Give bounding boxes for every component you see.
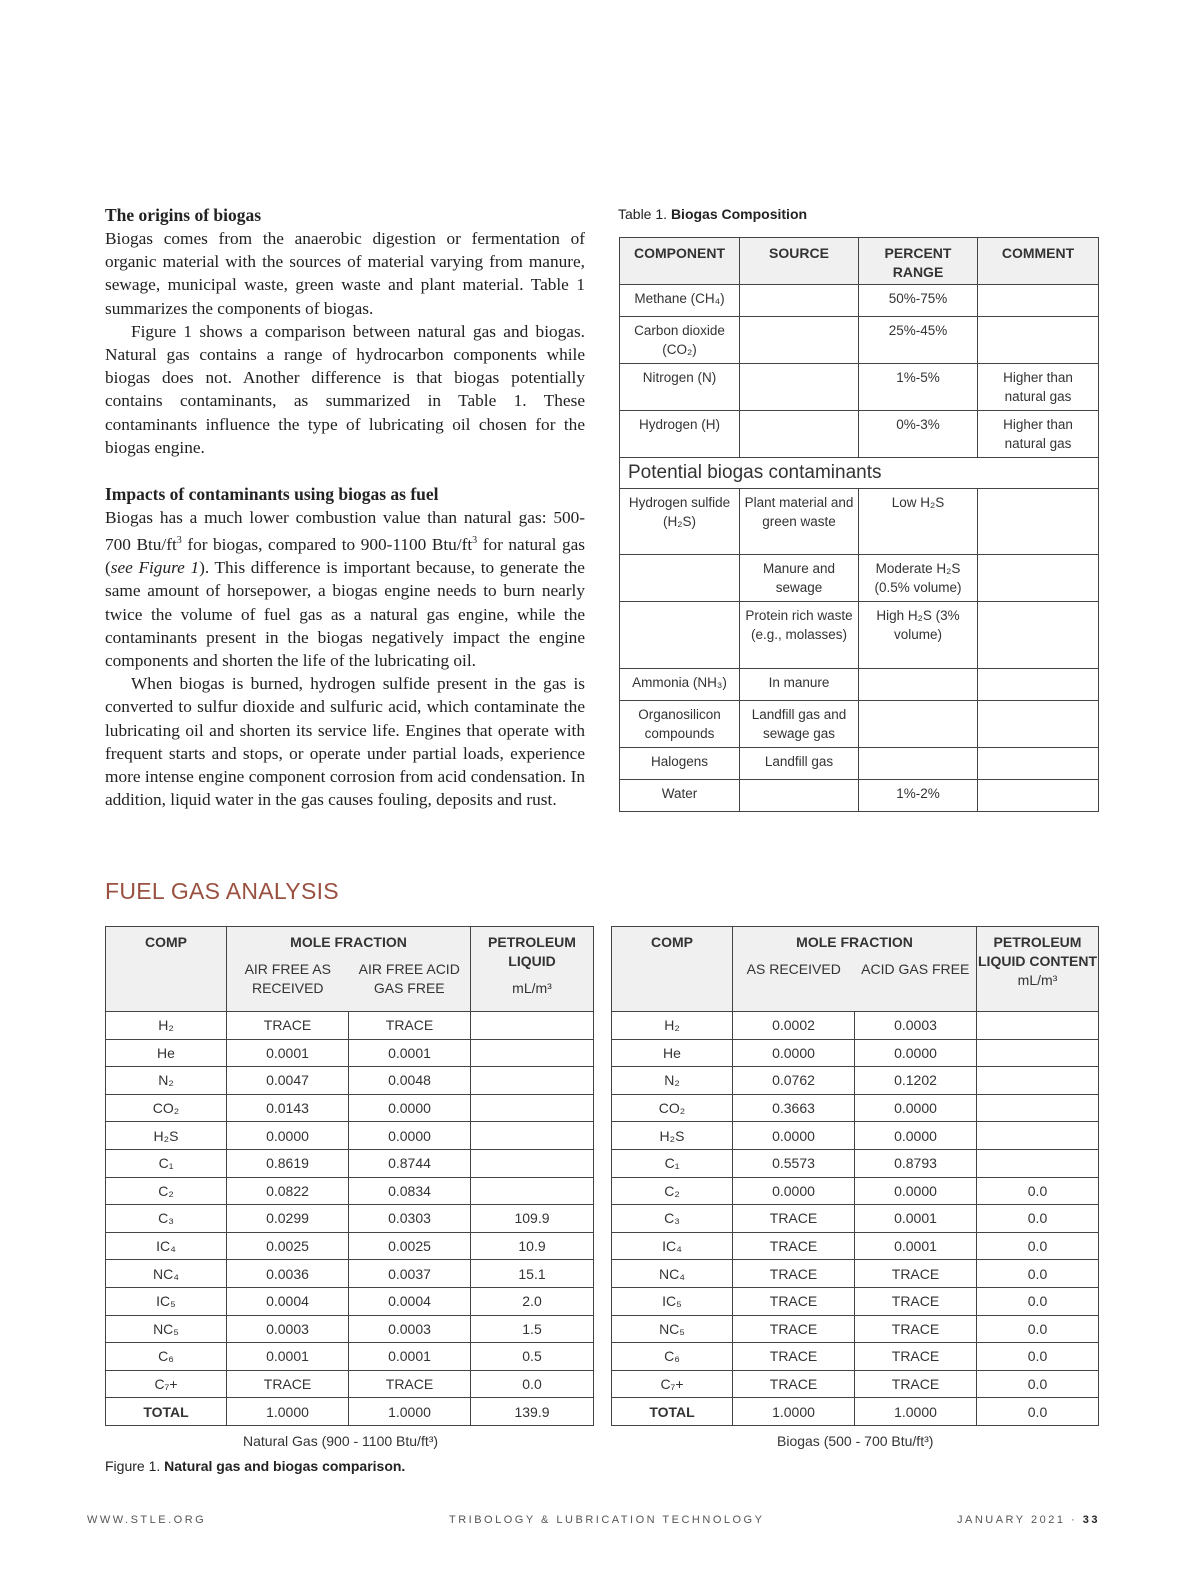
- table-cell: TRACE: [733, 1343, 855, 1371]
- table-cell: TRACE: [855, 1260, 977, 1288]
- table-cell: 0.0047: [227, 1067, 349, 1095]
- table-row: [106, 1260, 594, 1288]
- table-cell: TRACE: [855, 1315, 977, 1343]
- table-cell: 0.0001: [227, 1343, 349, 1371]
- table-row: [620, 411, 1099, 458]
- table-cell: 0.0048: [349, 1067, 471, 1095]
- table-caption: Table 1. Biogas Composition: [618, 206, 808, 222]
- table-cell: 0.0000: [855, 1122, 977, 1150]
- table-cell: [978, 317, 1099, 364]
- table-row: [106, 1149, 594, 1177]
- table-cell: 0.0000: [349, 1094, 471, 1122]
- natural-gas-table: [105, 926, 594, 1426]
- table-cell: High H₂S (3% volume): [859, 602, 978, 669]
- table-cell: [471, 1067, 594, 1095]
- table-cell: TRACE: [349, 1370, 471, 1398]
- table-cell: 0.0001: [855, 1205, 977, 1233]
- table-cell: 0.5: [471, 1343, 594, 1371]
- table-cell: 0.0001: [855, 1232, 977, 1260]
- table-row: [612, 1012, 1099, 1040]
- table-cell: He: [612, 1039, 733, 1067]
- table-cell: 1.5: [471, 1315, 594, 1343]
- table-cell: 0.0003: [349, 1315, 471, 1343]
- table-cell: 0.0303: [349, 1205, 471, 1233]
- table-row: [612, 1149, 1099, 1177]
- column-header: PERCENT RANGE: [859, 238, 978, 285]
- table-row: [612, 1370, 1099, 1398]
- table-cell: [740, 364, 859, 411]
- paragraph: Biogas has a much lower combustion value than natural gas: 500-700 Btu/$ft^3$ for biogas, compared to 900-1100 Btu/$ft^3$ for natural gas (see Figure 1). This difference is important because, to generate the same amount of horsepower, a biogas engine needs to burn nearly twice the volume of fuel gas as a natural gas engine, while the contaminants present in the biogas negatively impact the engine components and shorten the life of the lubricating oil.: [105, 508, 585, 671]
- footer-publication: TRIBOLOGY & LUBRICATION TECHNOLOGY: [449, 1514, 765, 1526]
- table-row: [106, 1122, 594, 1150]
- table-cell: 10.9: [471, 1232, 594, 1260]
- column-header: MOLE FRACTION AS RECEIVED ACID GAS FREE: [733, 927, 977, 1012]
- biogas-caption: Biogas (500 - 700 Btu/ft³): [777, 1433, 934, 1449]
- table-cell: TRACE: [733, 1287, 855, 1315]
- table-cell: Carbon dioxide (CO₂): [620, 317, 740, 364]
- table-cell: [620, 555, 740, 602]
- table-cell: 0.0000: [733, 1177, 855, 1205]
- table-cell: C₁: [612, 1149, 733, 1177]
- table-cell: IC₅: [106, 1287, 227, 1315]
- table-cell: [977, 1149, 1099, 1177]
- table-cell: C₃: [106, 1205, 227, 1233]
- table-cell: NC₄: [612, 1260, 733, 1288]
- table-cell: 1%-5%: [859, 364, 978, 411]
- table-cell: [978, 285, 1099, 317]
- table-cell: 0.0001: [349, 1039, 471, 1067]
- table-cell: Hydrogen (H): [620, 411, 740, 458]
- column-header: COMMENT: [978, 238, 1099, 285]
- table-cell: [471, 1177, 594, 1205]
- table-cell: TRACE: [733, 1260, 855, 1288]
- table-cell: Moderate H₂S (0.5% volume): [859, 555, 978, 602]
- table-cell: TRACE: [349, 1012, 471, 1040]
- table-cell: Halogens: [620, 748, 740, 780]
- table-row: [620, 364, 1099, 411]
- paragraph: When biogas is burned, hydrogen sulfide present in the gas is converted to sulfur dioxide and sulfuric acid, which contaminate the lubricating oil and shorten its service life. Engines that operate with frequent starts and stops, or operate under partial loads, experience more intense engine component corrosion from acid condensation. In addition, liquid water in the gas causes fouling, deposits and rust.: [105, 674, 585, 810]
- table-cell: [859, 669, 978, 701]
- table-cell: 0.0003: [855, 1012, 977, 1040]
- table-row: [620, 317, 1099, 364]
- table-cell: 25%-45%: [859, 317, 978, 364]
- table-cell: 0.0025: [349, 1232, 471, 1260]
- table-cell: 0.0000: [855, 1094, 977, 1122]
- table-cell: [471, 1039, 594, 1067]
- table-cell: Organosilicon compounds: [620, 701, 740, 748]
- table-cell: [471, 1149, 594, 1177]
- column-header: COMP: [106, 927, 227, 1012]
- table-cell: In manure: [740, 669, 859, 701]
- table-cell: C₆: [106, 1343, 227, 1371]
- table-cell: Plant material and green waste: [740, 489, 859, 555]
- table-cell: H₂S: [612, 1122, 733, 1150]
- table-cell: 0.0: [977, 1177, 1099, 1205]
- table-cell: 0.0: [471, 1370, 594, 1398]
- table-row: [106, 1039, 594, 1067]
- table-cell: C₆: [612, 1343, 733, 1371]
- column-header: SOURCE: [740, 238, 859, 285]
- table-cell: [978, 602, 1099, 669]
- table-cell: 0.0: [977, 1398, 1099, 1426]
- table-cell: 0.0299: [227, 1205, 349, 1233]
- table-cell: 0.0: [977, 1260, 1099, 1288]
- table-row: [612, 1122, 1099, 1150]
- table-cell: TRACE: [733, 1205, 855, 1233]
- table-row: [612, 1232, 1099, 1260]
- table-cell: [859, 748, 978, 780]
- table-cell: 0.1202: [855, 1067, 977, 1095]
- table-cell: 1.0000: [733, 1398, 855, 1426]
- table-cell: 0.0037: [349, 1260, 471, 1288]
- table-cell: 2.0: [471, 1287, 594, 1315]
- table-row: [106, 1094, 594, 1122]
- table-cell: [740, 780, 859, 812]
- table-row: [620, 780, 1099, 812]
- paragraph: Biogas comes from the anaerobic digestion or fermentation of organic material with the sources of material varying from manure, sewage, municipal waste, green waste and plant material. Table 1 summarizes the components of biogas.: [105, 229, 585, 318]
- table-cell: 0.0025: [227, 1232, 349, 1260]
- column-header: PETROLEUM LIQUID CONTENT mL/m³: [977, 927, 1099, 1012]
- table-row: [106, 1205, 594, 1233]
- table-cell: TRACE: [855, 1343, 977, 1371]
- table-cell: H₂: [612, 1012, 733, 1040]
- table-cell: NC₄: [106, 1260, 227, 1288]
- table-cell: Manure and sewage: [740, 555, 859, 602]
- table-row: [620, 748, 1099, 780]
- table-cell: IC₄: [612, 1232, 733, 1260]
- table-cell: 0.0: [977, 1232, 1099, 1260]
- table-cell: N₂: [106, 1067, 227, 1095]
- table-row: [612, 1067, 1099, 1095]
- table-cell: 15.1: [471, 1260, 594, 1288]
- table-cell: Ammonia (NH₃): [620, 669, 740, 701]
- table-cell: [740, 285, 859, 317]
- table-row: [612, 1094, 1099, 1122]
- table-cell: IC₅: [612, 1287, 733, 1315]
- table-cell: Methane (CH₄): [620, 285, 740, 317]
- table-row: [106, 1067, 594, 1095]
- biogas-table: [611, 926, 1099, 1426]
- section-heading-origins: The origins of biogas: [105, 205, 262, 225]
- table-row: [612, 1177, 1099, 1205]
- table-cell: H₂: [106, 1012, 227, 1040]
- table-row: [620, 285, 1099, 317]
- table-cell: H₂S: [106, 1122, 227, 1150]
- footer-date: JANUARY 2021 · 33: [957, 1514, 1101, 1526]
- table-cell: 0.0001: [227, 1039, 349, 1067]
- column-header: MOLE FRACTION AIR FREE AS RECEIVED AIR FREE ACID GAS FREE: [227, 927, 471, 1012]
- table-cell: 0.0003: [227, 1315, 349, 1343]
- table-cell: Higher than natural gas: [978, 364, 1099, 411]
- table-cell: 0.0000: [227, 1122, 349, 1150]
- table-row: [106, 1398, 594, 1426]
- table-cell: Higher than natural gas: [978, 411, 1099, 458]
- table-cell: 0.0: [977, 1315, 1099, 1343]
- table-cell: [978, 748, 1099, 780]
- column-header: PETROLEUM LIQUID mL/m³: [471, 927, 594, 1012]
- paragraph: Figure 1 shows a comparison between natural gas and biogas. Natural gas contains a range of hydrocarbon components while biogas does not. Another difference is that biogas potentially contains contaminants, as summarized in Table 1. These contaminants influence the type of lubricating oil chosen for the biogas engine.: [105, 321, 585, 457]
- table-cell: 0.3663: [733, 1094, 855, 1122]
- table-cell: 0.0000: [733, 1122, 855, 1150]
- table-cell: 0.0000: [855, 1177, 977, 1205]
- table-cell: CO₂: [612, 1094, 733, 1122]
- table-row: [620, 489, 1099, 555]
- table-row: [612, 1287, 1099, 1315]
- section-title: FUEL GAS ANALYSIS: [105, 878, 339, 904]
- table-cell: [978, 669, 1099, 701]
- table-row: [612, 1260, 1099, 1288]
- table-row: [106, 1232, 594, 1260]
- table-cell: 0.5573: [733, 1149, 855, 1177]
- table-row: [106, 1370, 594, 1398]
- table-cell: [977, 1067, 1099, 1095]
- table-cell: 0.0834: [349, 1177, 471, 1205]
- figure-caption: Figure 1. Natural gas and biogas comparison.: [105, 1458, 406, 1474]
- table-cell: He: [106, 1039, 227, 1067]
- table-cell: [471, 1122, 594, 1150]
- table-row: [612, 1398, 1099, 1426]
- table-cell: [977, 1122, 1099, 1150]
- table-cell: 139.9: [471, 1398, 594, 1426]
- table-cell: [740, 317, 859, 364]
- section-heading-impacts: Impacts of contaminants using biogas as fuel: [105, 484, 439, 505]
- table-cell: CO₂: [106, 1094, 227, 1122]
- table-row: [620, 669, 1099, 701]
- table-cell: Nitrogen (N): [620, 364, 740, 411]
- table-cell: TRACE: [227, 1012, 349, 1040]
- table-cell: [977, 1012, 1099, 1040]
- natural-gas-caption: Natural Gas (900 - 1100 Btu/ft³): [243, 1433, 439, 1449]
- table-cell: 0.0000: [855, 1039, 977, 1067]
- table-row: [106, 1177, 594, 1205]
- column-header: COMP: [612, 927, 733, 1012]
- table-cell: 50%-75%: [859, 285, 978, 317]
- table-cell: C₇+: [612, 1370, 733, 1398]
- table-cell: 0.0000: [733, 1039, 855, 1067]
- table-cell: TOTAL: [612, 1398, 733, 1426]
- table-cell: TOTAL: [106, 1398, 227, 1426]
- table-cell: 0.8744: [349, 1149, 471, 1177]
- table-cell: N₂: [612, 1067, 733, 1095]
- table-row: [612, 1343, 1099, 1371]
- table-cell: Hydrogen sulfide (H₂S): [620, 489, 740, 555]
- table-cell: TRACE: [733, 1315, 855, 1343]
- table-cell: TRACE: [855, 1370, 977, 1398]
- table-cell: Landfill gas and sewage gas: [740, 701, 859, 748]
- table-row: [106, 1343, 594, 1371]
- table-row: [612, 1039, 1099, 1067]
- table-cell: Landfill gas: [740, 748, 859, 780]
- table-row: [612, 1205, 1099, 1233]
- table-cell: TRACE: [733, 1370, 855, 1398]
- table-row: [620, 602, 1099, 669]
- table-cell: 0.0004: [227, 1287, 349, 1315]
- table-cell: 0.0143: [227, 1094, 349, 1122]
- table-cell: 0.8619: [227, 1149, 349, 1177]
- table-cell: 0.0: [977, 1287, 1099, 1315]
- table-cell: 109.9: [471, 1205, 594, 1233]
- table-cell: C₃: [612, 1205, 733, 1233]
- table-cell: 0.0762: [733, 1067, 855, 1095]
- table-cell: C₂: [106, 1177, 227, 1205]
- table-cell: NC₅: [106, 1315, 227, 1343]
- table-cell: 1.0000: [227, 1398, 349, 1426]
- table-cell: [978, 701, 1099, 748]
- table-cell: TRACE: [733, 1232, 855, 1260]
- table-row: [106, 1012, 594, 1040]
- table-cell: 0.0822: [227, 1177, 349, 1205]
- table-cell: IC₄: [106, 1232, 227, 1260]
- table-cell: 0.8793: [855, 1149, 977, 1177]
- table-cell: TRACE: [227, 1370, 349, 1398]
- table-cell: [740, 411, 859, 458]
- table-row: [106, 1287, 594, 1315]
- table-cell: [977, 1094, 1099, 1122]
- table-cell: 0.0001: [349, 1343, 471, 1371]
- table-cell: [471, 1012, 594, 1040]
- table-row: [106, 1315, 594, 1343]
- table-cell: 0.0036: [227, 1260, 349, 1288]
- table-cell: 0.0000: [349, 1122, 471, 1150]
- article-body: [105, 203, 585, 811]
- table-cell: [977, 1039, 1099, 1067]
- table-cell: 0.0004: [349, 1287, 471, 1315]
- table-cell: 0%-3%: [859, 411, 978, 458]
- table-cell: 0.0: [977, 1205, 1099, 1233]
- table-row: [612, 1315, 1099, 1343]
- table-cell: Water: [620, 780, 740, 812]
- table-cell: [620, 602, 740, 669]
- footer-website: WWW.STLE.ORG: [87, 1514, 207, 1526]
- table-cell: C₂: [612, 1177, 733, 1205]
- table-cell: 0.0: [977, 1343, 1099, 1371]
- table-cell: [471, 1094, 594, 1122]
- column-header: COMPONENT: [620, 238, 740, 285]
- table-cell: TRACE: [855, 1287, 977, 1315]
- table-row: [620, 555, 1099, 602]
- table-cell: 1%-2%: [859, 780, 978, 812]
- table-cell: NC₅: [612, 1315, 733, 1343]
- table-cell: Low H₂S: [859, 489, 978, 555]
- table-cell: [978, 555, 1099, 602]
- table-section-label: Potential biogas contaminants: [620, 458, 1099, 489]
- table-cell: 0.0002: [733, 1012, 855, 1040]
- table-cell: 1.0000: [349, 1398, 471, 1426]
- table-cell: 0.0: [977, 1370, 1099, 1398]
- table-cell: C₇+: [106, 1370, 227, 1398]
- table-cell: C₁: [106, 1149, 227, 1177]
- table-cell: [978, 780, 1099, 812]
- table-cell: [978, 489, 1099, 555]
- table-row: [620, 701, 1099, 748]
- table-cell: 1.0000: [855, 1398, 977, 1426]
- biogas-composition-table: [619, 237, 1099, 812]
- table-cell: [859, 701, 978, 748]
- table-cell: Protein rich waste (e.g., molasses): [740, 602, 859, 669]
